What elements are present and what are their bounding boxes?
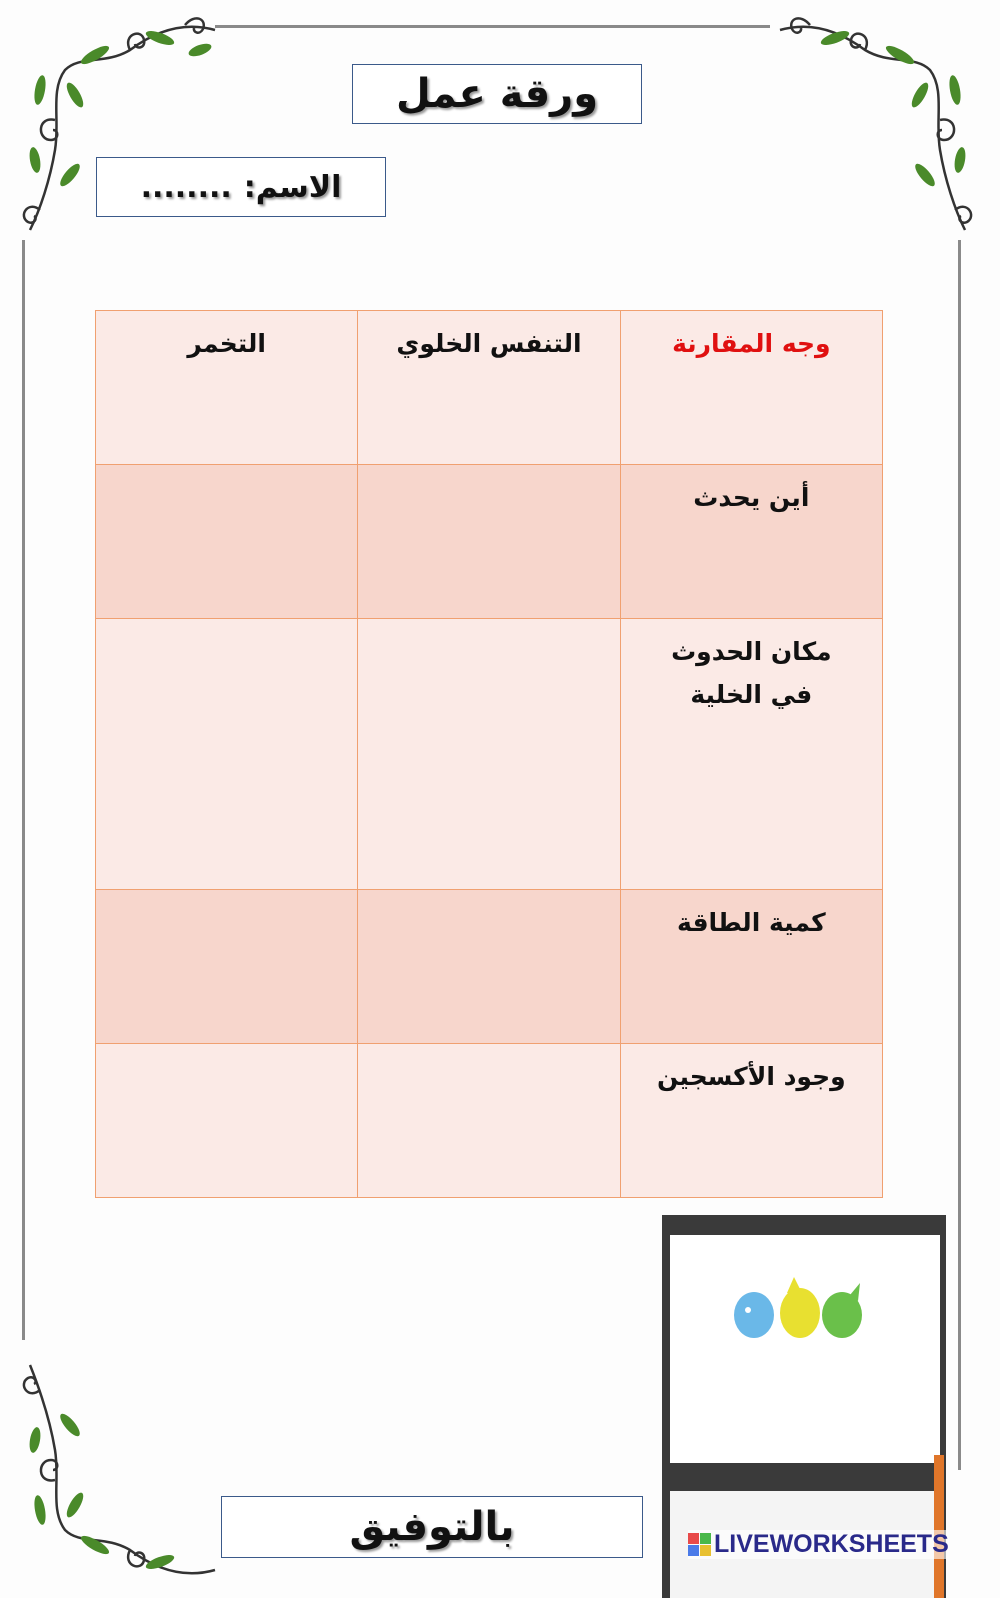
vine-ornament-bottom-left-icon xyxy=(10,1350,230,1590)
row-aspect-label: وجود الأكسجين xyxy=(620,1043,882,1197)
liveworksheets-logo-text: LIVEWORKSHEETS xyxy=(714,1530,949,1558)
row-aspect-label: أين يحدث xyxy=(620,465,882,619)
closing-message: بالتوفيق xyxy=(221,1496,643,1558)
header-cellular-respiration: التنفس الخلوي xyxy=(358,311,620,465)
answer-cell[interactable] xyxy=(96,889,358,1043)
table-header-row xyxy=(96,311,883,465)
row-aspect-label: كمية الطاقة xyxy=(620,889,882,1043)
frame-top-line xyxy=(215,25,770,28)
answer-cell[interactable] xyxy=(96,1043,358,1197)
answer-cell[interactable] xyxy=(358,889,620,1043)
table-row xyxy=(96,619,883,889)
table-row xyxy=(96,889,883,1043)
answer-cell[interactable] xyxy=(96,465,358,619)
row-aspect-label: مكان الحدوث في الخلية xyxy=(620,619,882,889)
comparison-table xyxy=(95,310,883,1198)
vine-ornament-top-right-icon xyxy=(765,10,985,240)
frame-left-line xyxy=(22,240,25,1340)
name-field[interactable] xyxy=(96,157,386,217)
name-label: الاسم: xyxy=(243,169,342,205)
answer-cell[interactable] xyxy=(358,619,620,889)
table-row xyxy=(96,1043,883,1197)
name-blank[interactable]: ........ xyxy=(140,169,232,205)
answer-cell[interactable] xyxy=(358,1043,620,1197)
answer-cell[interactable] xyxy=(96,619,358,889)
liveworksheets-logo xyxy=(688,1530,949,1559)
header-comparison-aspect: وجه المقارنة xyxy=(620,311,882,465)
mascot-blue-icon xyxy=(734,1292,774,1338)
header-fermentation: التخمر xyxy=(96,311,358,465)
worksheet-title: ورقة عمل xyxy=(352,64,642,124)
answer-cell[interactable] xyxy=(358,465,620,619)
table-row xyxy=(96,465,883,619)
liveworksheets-blocks-icon xyxy=(688,1533,712,1557)
frame-right-line xyxy=(958,240,961,1470)
